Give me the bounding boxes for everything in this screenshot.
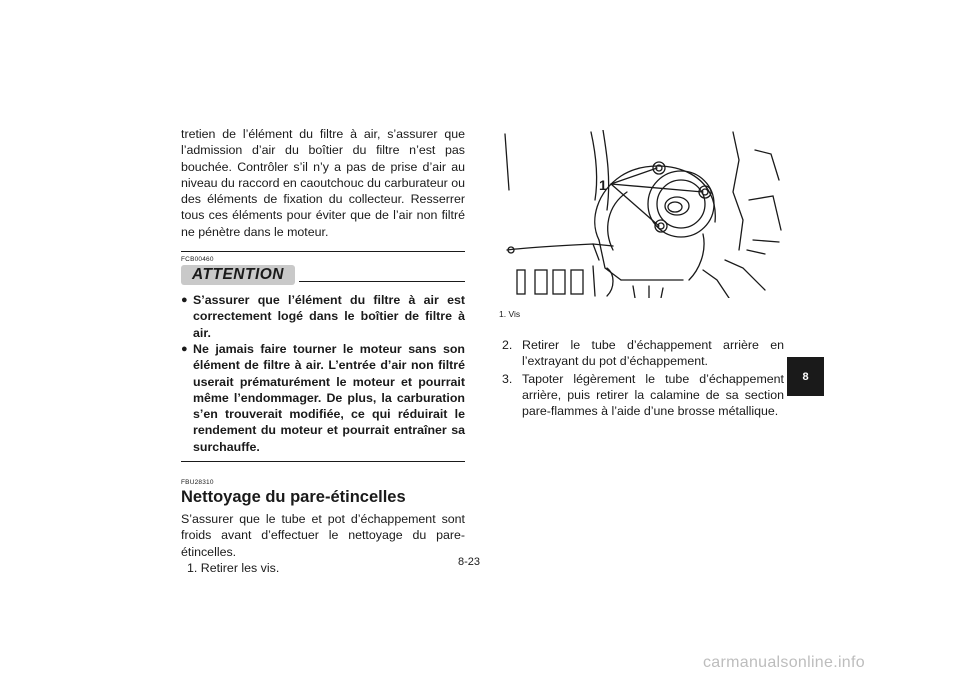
step-number: 3. [502,371,513,386]
step-2 [502,337,784,370]
attention-code: FCB00460 [181,256,214,264]
spark-arrester-illustration [503,130,783,298]
attention-label: ATTENTION [181,265,295,285]
bullet-icon: ● [181,342,188,355]
attention-header [181,265,465,289]
step-1: 1. Retirer les vis. [187,560,280,575]
attention-item: ● Ne jamais faire tourner le moteur sans son élément de filtre à air. L’entrée d’air non filtré userait prématurément le moteur et pourrait même l’endommager. De plus, la carburation s’en trouverait modifiée, ce qui réduirait le rendement du moteur et pourrait entraîner sa surchauffe. [181,341,465,454]
left-column [181,126,465,576]
section-code: FBU28310 [181,479,214,487]
figure-callout: 1 [599,177,607,193]
step-text: Retirer le tube d’échappement arrière en l’extrayant du pot d’échappement. [522,338,784,369]
attention-rule [299,281,465,282]
figure-caption: 1. Vis [499,309,521,319]
section-title: Nettoyage du pare-étincelles [181,488,406,507]
attention-end-rule [181,461,465,462]
bullet-icon: ● [181,294,188,307]
chapter-tab: 8 [787,357,824,396]
step-text: Tapoter légèrement le tube d’échappement arrière, puis retirer la calamine de sa section pare-flammes à l’aide d’une brosse métallique. [522,371,784,419]
intro-paragraph: tretien de l’élément du filtre à air, s’assurer que l’admission d’air du boîtier du filtre n’est pas bouchée. Contrôler s’il n’y a pas de prise d’air au niveau du raccord en caoutchouc du carburateur ou des éléments de fixation du collecteur. Resserrer tous ces éléments pour éviter que de l’air non filtré ne pénètre dans le moteur. [181,127,465,239]
muffler-drawing [503,130,783,298]
page-number: 8-23 [458,556,481,568]
right-column [502,337,784,420]
section-intro: S’assurer que le tube et pot d’échappement sont froids avant d’effectuer le nettoyage du pare-étincelles. [181,512,465,559]
watermark: carmanualsonline.info [703,654,865,671]
step-3 [502,371,784,420]
attention-box [181,251,465,462]
attention-item: ● S’assurer que l’élément du filtre à air est correctement logé dans le boîtier de filtre à air. [181,293,465,340]
attention-list [181,292,465,455]
step-number: 2. [502,338,513,352]
